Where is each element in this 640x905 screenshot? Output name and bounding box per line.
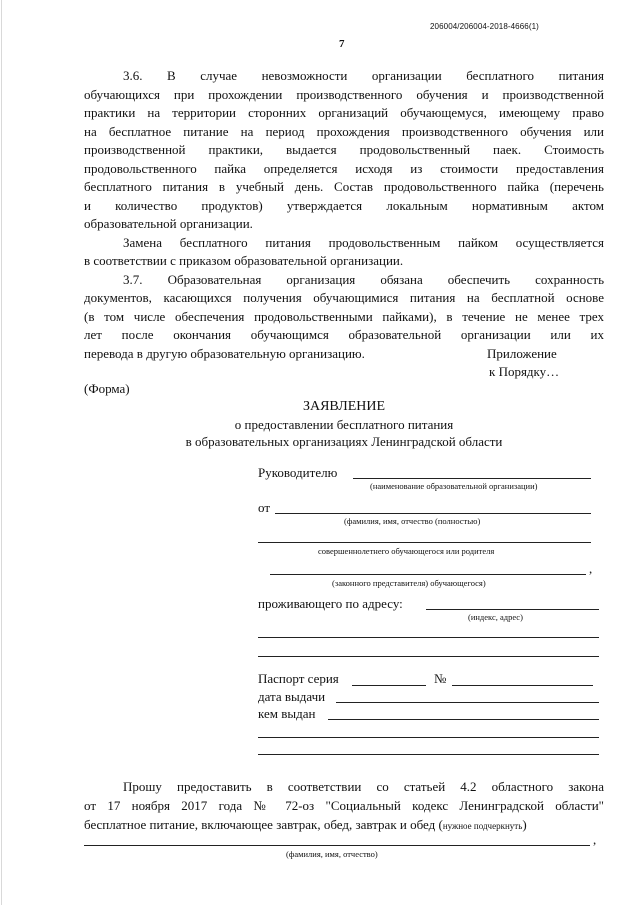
head-label: Руководителю: [258, 465, 338, 480]
page-number: 7: [339, 38, 345, 50]
text-line: от 17 ноября 2017 года № 72-оз "Социальный кодекс Ленинградской области": [84, 798, 604, 813]
issue-date-line[interactable]: [336, 702, 599, 703]
form-subtitle: в образовательных организациях Ленинградской области: [185, 434, 503, 449]
text-line: производственной практики, выдается продовольственный паек. Стоимость: [84, 142, 604, 157]
address-line[interactable]: [258, 656, 599, 657]
text-line: 3.6. В случае невозможности организации бесплатного питания: [123, 68, 604, 83]
text-line: продовольственного пайка определяется исходя из стоимости предоставления: [84, 160, 604, 176]
text-line: и количество продуктов) утверждается локальным нормативным актом: [84, 197, 604, 213]
address-caption: (индекс, адрес): [468, 612, 523, 622]
address-label: проживающего по адресу:: [258, 596, 403, 611]
passport-number-line[interactable]: [452, 685, 593, 686]
text-line: практики на территории сторонних организаций обучающемуся, имеющему право: [84, 105, 604, 120]
passport-series-line[interactable]: [352, 685, 426, 686]
head-caption: (наименование образовательной организации): [370, 481, 538, 491]
underline-note: нужное подчеркнуть: [442, 821, 523, 831]
comma: ,: [589, 561, 593, 576]
student-caption: совершеннолетнего обучающегося или родителя: [318, 546, 495, 556]
text-line: в соответствии с приказом образовательной организации.: [84, 253, 404, 268]
text-line: 3.7. Образовательная организация обязана обеспечить сохранность: [123, 271, 604, 287]
address-line[interactable]: [258, 637, 599, 638]
representative-line[interactable]: [270, 574, 586, 575]
issued-by-line[interactable]: [328, 719, 599, 720]
issued-by-label: кем выдан: [258, 706, 316, 721]
appendix-line: к Порядку…: [489, 364, 560, 379]
text-line: Прошу предоставить в соответствии со статьей 4.2 областного закона: [123, 779, 604, 794]
form-label: (Форма): [84, 381, 130, 396]
form-title: ЗАЯВЛЕНИЕ: [302, 399, 386, 414]
passport-number-label: №: [434, 671, 447, 686]
head-name-line[interactable]: [353, 478, 591, 479]
form-subtitle: о предоставлении бесплатного питания: [234, 417, 454, 432]
issued-by-line[interactable]: [258, 754, 599, 755]
name-caption: (фамилия, имя, отчество): [286, 849, 378, 859]
fullname-line[interactable]: [258, 542, 591, 543]
clauses-text: [84, 67, 604, 363]
passport-series-label: Паспорт серия: [258, 671, 339, 686]
appendix-line: Приложение: [487, 346, 557, 361]
request-text: [84, 777, 604, 836]
text-line: Замена бесплатного питания продовольственным пайком осуществляется: [123, 234, 604, 250]
text-line: на бесплатное питание на период прохождения производственного обучения или: [84, 123, 604, 139]
text-line: (в том числе обеспечения продовольственными пайками), в течение не менее трех: [84, 308, 604, 324]
comma: ,: [593, 832, 597, 847]
scan-edge: [1, 0, 2, 905]
document-id: 206004/206004-2018-4666(1): [430, 22, 539, 31]
text-line: бесплатное питание, включающее завтрак, обед, завтрак и обед (нужное подчеркнуть): [84, 817, 527, 832]
from-name-line[interactable]: [275, 513, 591, 514]
from-caption: (фамилия, имя, отчество (полностью): [344, 516, 481, 526]
from-label: от: [258, 500, 271, 515]
representative-caption: (законного представителя) обучающегося): [332, 578, 486, 588]
issue-date-label: дата выдачи: [258, 689, 326, 704]
text-line: лет после окончания обучающимся образовательной организации или их: [84, 327, 604, 342]
text-line: образовательной организации.: [84, 216, 253, 231]
text-line: документов, касающихся получения обучающимися питания на бесплатной основе: [84, 290, 604, 305]
text-line: перевода в другую образовательную организацию.: [84, 345, 365, 361]
student-name-line[interactable]: [84, 845, 590, 846]
text-line: бесплатного питания в учебный день. Состав продовольственного пайка (перечень: [84, 179, 604, 194]
issued-by-line[interactable]: [258, 737, 599, 738]
appendix-note: [487, 345, 559, 381]
address-line[interactable]: [426, 609, 599, 610]
text-line: обучающихся при прохождении производственного обучения и производственной: [84, 86, 604, 102]
